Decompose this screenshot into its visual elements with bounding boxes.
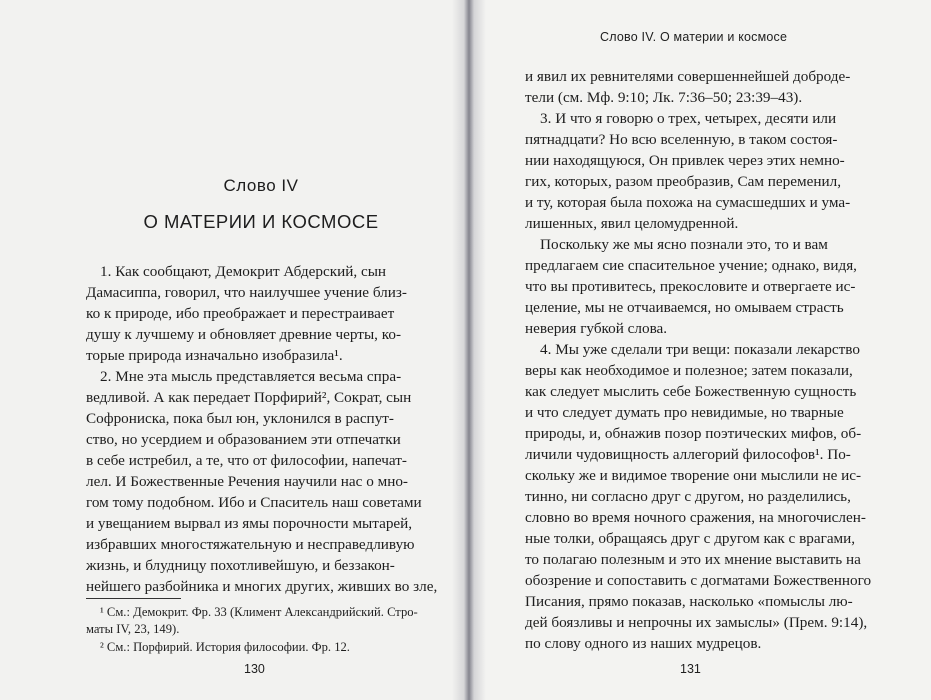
footnote-rule <box>86 598 181 599</box>
left-text-line: ство, но усердием и образованием эти отпечатки <box>86 431 401 448</box>
right-text-line: предлагаем сие спасительное учение; однако, видя, <box>525 257 857 274</box>
right-text-line: гих, которых, разом преобразив, Сам переменил, <box>525 173 841 190</box>
left-text-line: Дамасиппа, говорил, что наилучшее учение близ- <box>86 284 407 301</box>
left-text-line: 2. Мне эта мысль представляется весьма спра- <box>100 368 402 385</box>
left-text-line: гом тому подобном. Ибо и Спаситель наш советами <box>86 494 422 511</box>
left-text-line: нейшего разбойника и многих других, живших во зле, <box>86 578 438 595</box>
left-text-line: душу к лучшему и обновляет древние черты, ко- <box>86 326 401 343</box>
right-text-line: что вы противитесь, прекословите и отвергаете ис- <box>525 278 856 295</box>
right-text-line: обозрение и сопоставить с догматами Божественного <box>525 572 872 589</box>
right-text-line: и явил их ревнителями совершеннейшей доброде- <box>525 68 851 85</box>
left-text-line: в себе истребил, а те, что от философии, напечат- <box>86 452 407 469</box>
left-text-line: 1. Как сообщают, Демокрит Абдерский, сын <box>100 263 387 280</box>
page-number-left: 130 <box>244 662 265 676</box>
chapter-title: О МАТЕРИИ И КОСМОСЕ <box>143 211 379 232</box>
right-text-line: природы, и, обнажив позор поэтических мифов, об- <box>525 425 862 442</box>
right-text-line: 4. Мы уже сделали три вещи: показали лекарство <box>540 341 860 358</box>
right-text-line: 3. И что я говорю о трех, четырех, десяти или <box>540 110 837 127</box>
chapter-label: Слово IV <box>223 176 299 195</box>
right-text-line: тинно, ни согласно друг с другом, но разделились, <box>525 488 851 505</box>
left-text-line: избравших многостяжательную и несправедливую <box>86 536 415 553</box>
right-text-line: целение, мы не отчаиваемся, но омываем страсть <box>525 299 844 316</box>
right-text-line: Писания, прямо показав, насколько «помыслы лю- <box>525 593 853 610</box>
right-text-line: словно во время ночного сражения, на многочислен- <box>525 509 866 526</box>
right-text-line: лишенных, явил целомудренной. <box>525 215 739 232</box>
right-text-line: личили чудовищность аллегорий философов¹. По- <box>525 446 851 463</box>
right-text-line: то полагаю полезным и это их мнение выставить на <box>525 551 861 568</box>
right-text-line: как следует мыслить себе Божественную сущность <box>525 383 857 400</box>
left-text-line: и увещанием вырвал из ямы порочности мытарей, <box>86 515 413 532</box>
right-text-line: тели (см. Мф. 9:10; Лк. 7:36–50; 23:39–43). <box>525 89 803 106</box>
left-text-line: ведливой. А как передает Порфирий², Сократ, сын <box>86 389 412 406</box>
right-text-line: по слову одного из наших мудрецов. <box>525 635 762 652</box>
left-text-line: жизнь, и блудницу похотливейшую, и беззакон- <box>86 557 395 574</box>
right-text-line: пятнадцати? Но всю вселенную, в таком состоя- <box>525 131 838 148</box>
left-text-line: торые природа изначально изобразила¹. <box>86 347 343 364</box>
right-text-line: нии находящуюся, Он привлек через этих немно- <box>525 152 845 169</box>
left-text-line: ко к природе, ибо преображает и перестраивает <box>86 305 395 322</box>
right-text-line: неверия губкой слова. <box>525 320 668 337</box>
right-text-line: ные толки, обращаясь друг с другом как с врагами, <box>525 530 856 547</box>
right-text-line: и ту, которая была похожа на сумасшедших и ума- <box>525 194 851 211</box>
right-text-line: дей боязливы и непрочны их замыслы» (Прем. 9:14), <box>525 614 868 631</box>
running-head: Слово IV. О материи и космосе <box>600 30 788 44</box>
right-text-line: и что следует думать про невидимые, но тварные <box>525 404 844 421</box>
left-footnote: ² См.: Порфирий. История философии. Фр. 12. <box>100 640 350 654</box>
right-text-line: скольку же и видимое творение они мыслили не ис- <box>525 467 862 484</box>
right-text-line: веры как необходимое и полезное; затем показали, <box>525 362 853 379</box>
book-gutter <box>452 0 486 700</box>
left-footnote: ¹ См.: Демокрит. Фр. 33 (Климент Александрийский. Стро- <box>100 605 418 619</box>
left-footnote: маты IV, 23, 149). <box>86 622 180 636</box>
left-text-line: лел. И Божественные Речения научили нас о мно- <box>86 473 408 490</box>
right-text-line: Поскольку же мы ясно познали это, то и вам <box>540 236 828 253</box>
left-text-line: Софрониска, пока был юн, уклонился в распут- <box>86 410 394 427</box>
page-number-right: 131 <box>680 662 701 676</box>
